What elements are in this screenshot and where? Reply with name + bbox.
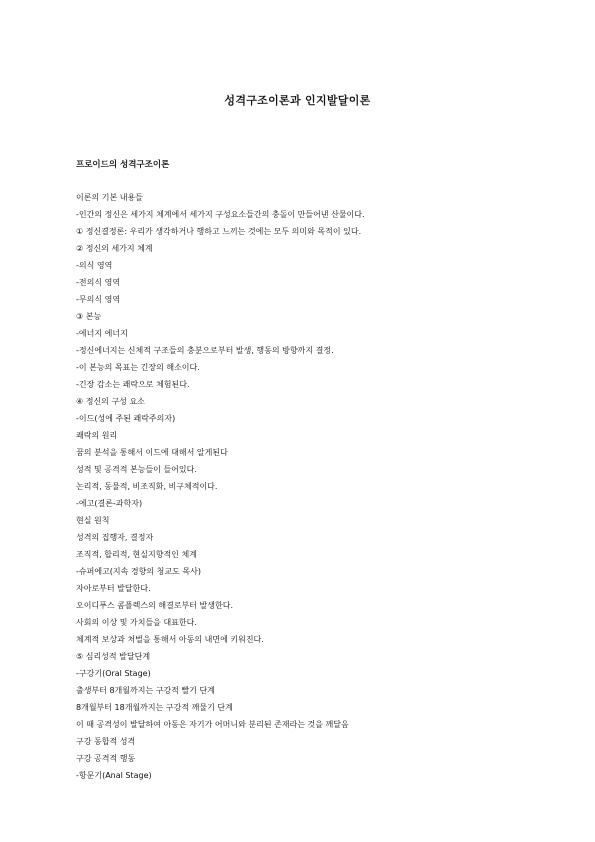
text-line: 이 때 공격성이 발달하여 아동은 자기가 어머니와 분리된 존재라는 것을 깨달음 [76, 720, 349, 729]
text-line: -전의식 영역 [76, 278, 121, 287]
text-line: -에고(결론-과학자) [76, 499, 143, 508]
text-line: -인간의 정신은 세가지 체계에서 세가지 구성요소들간의 충돌이 만들어낸 산물이다. [76, 210, 365, 219]
text-line: ③ 본능 [76, 312, 102, 321]
text-line: 이론의 기본 내용들 [76, 193, 143, 202]
text-line: -정신에너지는 신체적 구조들의 충분으로부터 발생, 행동의 방향까지 결정. [76, 346, 334, 355]
document-title: 성격구조이론과 인지발달이론 [224, 94, 371, 107]
text-line: -슈퍼에고(지속 경향의 청교도 목사) [76, 567, 201, 576]
text-line: 오이디푸스 콤플렉스의 해결로부터 발생한다. [76, 601, 234, 610]
text-line: -이드(성에 주된 쾌락주의자) [76, 414, 176, 423]
text-line: -긴장 감소는 쾌락으로 체험된다. [76, 380, 190, 389]
text-line: 논리적, 동물적, 비조직화, 비구체적이다. [76, 482, 218, 491]
text-line: -에너지 에너지 [76, 329, 128, 338]
text-line: 출생부터 8개월까지는 구강적 빨기 단계 [76, 686, 215, 695]
text-line: 성적 및 공격적 본능들이 들어있다. [76, 465, 197, 474]
text-line: -무의식 영역 [76, 295, 121, 304]
text-line: 성격의 집행자, 결정자 [76, 533, 154, 542]
text-line: 조직적, 합리적, 현실지향적인 체계 [76, 550, 197, 559]
text-line: 꿈의 분석을 통해서 이드에 대해서 알게된다 [76, 448, 228, 457]
text-line: -항문기(Anal Stage) [76, 771, 152, 780]
text-line: 구강 공격적 행동 [76, 754, 136, 763]
text-line: ① 정신결정론: 우리가 생각하거나 행하고 느끼는 것에는 모두 의미와 목적이 있다. [76, 227, 362, 236]
text-line: -의식 영역 [76, 261, 113, 270]
text-line: -이 본능의 목표는 긴장의 해소이다. [76, 363, 200, 372]
text-line: -구강기(Oral Stage) [76, 669, 151, 678]
text-line: 8개월부터 18개월까지는 구강적 깨물기 단계 [76, 703, 233, 712]
text-line: 자아로부터 발달한다. [76, 584, 151, 593]
text-line: ⑤ 심리성적 발달단계 [76, 652, 151, 661]
text-line: 체계적 보상과 처벌을 통해서 아동의 내면에 키워진다. [76, 635, 264, 644]
text-line: 쾌락의 원리 [76, 431, 118, 440]
document-body [76, 189, 546, 784]
text-line: 사회의 이상 및 가치들을 대표한다. [76, 618, 197, 627]
text-line: ② 정신의 세가지 체계 [76, 244, 153, 253]
text-line: 구강 동합적 성격 [76, 737, 136, 746]
section-heading: 프로이드의 성격구조이론 [76, 160, 170, 170]
text-line: 현실 원칙 [76, 516, 110, 525]
text-line: ④ 정신의 구성 요소 [76, 397, 145, 406]
